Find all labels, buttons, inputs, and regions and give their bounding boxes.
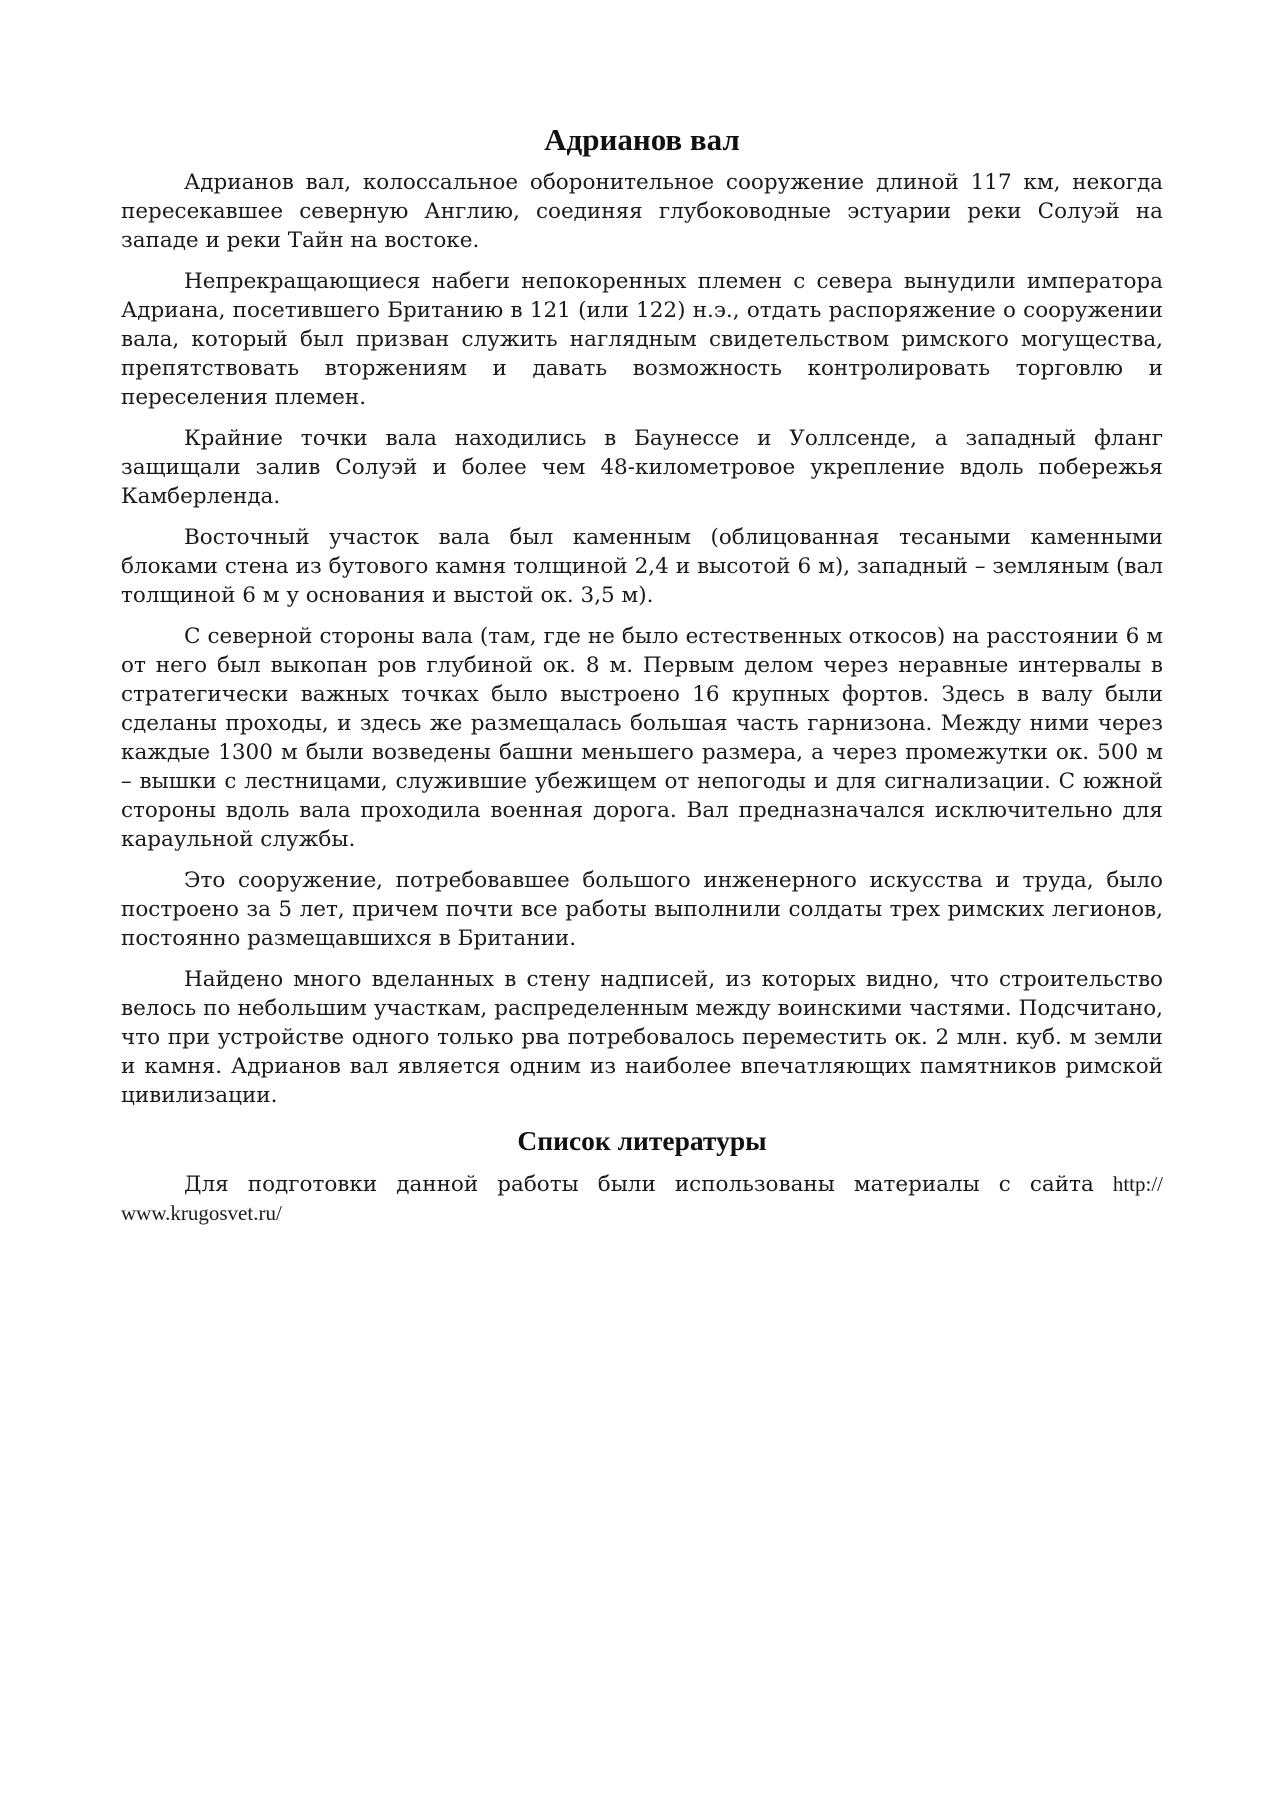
paragraph-6: Это сооружение, потребовавшее большого инженерного искусства и труда, было построено за 5 лет, причем почти все работы выполнили солдаты трех римских легионов, постоянно размещавшихся в Британии. — [121, 868, 1163, 951]
paragraph-1: Адрианов вал, колоссальное оборонительное сооружение длиной 117 км, некогда пересекавшее северную Англию, соединяя глубоководные эстуарии реки Солуэй на западе и реки Тайн на востоке. — [121, 170, 1163, 253]
document-page — [121, 118, 1163, 1228]
references-link[interactable]: http:// www.krugosvet.ru/ — [121, 1172, 1163, 1225]
paragraph-5: С северной стороны вала (там, где не было естественных откосов) на расстоянии 6 м от него был выкопан ров глубиной ок. 8 м. Первым делом через неравные интервалы в стратегически важных точках было выстроено 16 крупных фортов. Здесь в валу были сделаны проходы, и здесь же размещалась большая часть гарнизона. Между ними через каждые 1300 м были возведены башни меньшего размера, а через промежутки ок. 500 м – вышки с лестницами, служившие убежищем от непогоды и для сигнализации. С южной стороны вдоль вала проходила военная дорога. Вал предназначался исключительно для караульной службы. — [121, 624, 1163, 852]
references-heading: Список литературы — [517, 1125, 767, 1156]
paragraph-7: Найдено много вделанных в стену надписей, из которых видно, что строительство велось по небольшим участкам, распределенным между воинскими частями. Подсчитано, что при устройстве одного только рва потребовалось переместить ок. 2 млн. куб. м земли и камня. Адрианов вал является одним из наиболее впечатляющих памятников римской цивилизации. — [121, 967, 1163, 1108]
paragraph-4: Восточный участок вала был каменным (облицованная тесаными каменными блоками стена из бутового камня толщиной 2,4 и высотой 6 м), западный – земляным (вал толщиной 6 м у основания и выстой ок. 3,5 м). — [121, 525, 1163, 608]
document-title: Адрианов вал — [544, 122, 740, 157]
paragraph-2: Непрекращающиеся набеги непокоренных племен с севера вынудили императора Адриана, посетившего Британию в 121 (или 122) н.э., отдать распоряжение о сооружении вала, который был призван служить наглядным свидетельством римского могущества, препятствовать вторжениям и давать возможность контролировать торговлю и переселения племен. — [121, 269, 1163, 410]
references-text: Для подготовки данной работы были использованы материалы с сайта — [184, 1172, 1113, 1197]
paragraph-3: Крайние точки вала находились в Баунессе и Уоллсенде, а западный фланг защищали залив Солуэй и более чем 48-километровое укрепление вдоль побережья Камберленда. — [121, 426, 1163, 509]
references-paragraph — [121, 1170, 1163, 1228]
